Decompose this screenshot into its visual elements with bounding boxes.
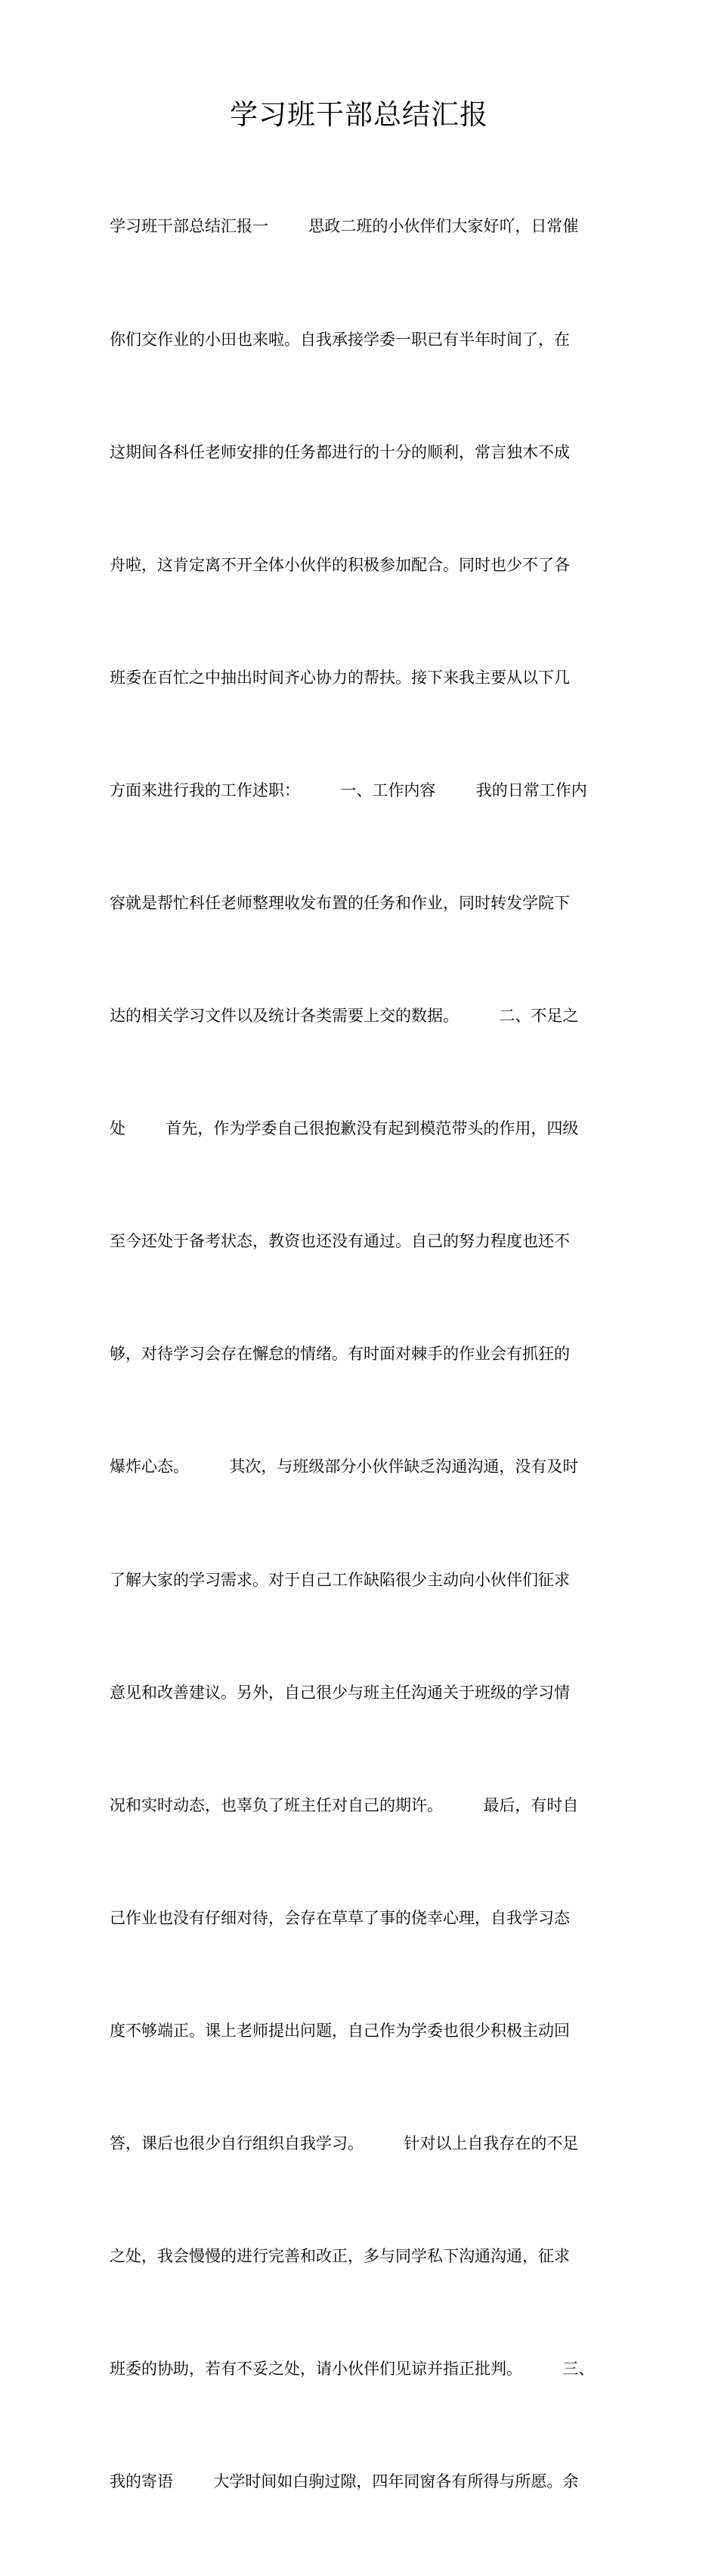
body-line: 至今还处于备考状态，教资也还没有通过。自己的努力程度也还不 [110, 1232, 570, 1251]
body-line: 容就是帮忙科任老师整理收发布置的任务和作业，同时转发学院下 [110, 893, 570, 912]
body-line: 学习班干部总结汇报一 思政二班的小伙伴们大家好吖，日常催 [110, 217, 579, 236]
body-line: 意见和改善建议。另外，自己很少与班主任沟通关于班级的学习情 [110, 1683, 570, 1702]
body-line: 之处，我会慢慢的进行完善和改正，多与同学私下沟通沟通，征求 [110, 2247, 570, 2266]
body-line: 爆炸心态。 其次，与班级部分小伙伴缺乏沟通沟通，没有及时 [110, 1457, 579, 1476]
body-line: 况和实时动态，也辜负了班主任对自己的期许。 最后，有时自 [110, 1795, 579, 1814]
body-line: 方面来进行我的工作述职： 一、工作内容 我的日常工作内 [110, 781, 587, 799]
body-line: 处 首先，作为学委自己很抱歉没有起到模范带头的作用，四级 [110, 1119, 579, 1138]
body-line: 我的寄语 大学时间如白驹过隙，四年同窗各有所得与所愿。余 [110, 2472, 579, 2491]
body-line: 达的相关学习文件以及统计各类需要上交的数据。 二、不足之 [110, 1007, 579, 1026]
body-line: 这期间各科任老师安排的任务都进行的十分的顺利，常言独木不成 [110, 442, 570, 461]
body-line: 班委在百忙之中抽出时间齐心协力的帮扶。接下来我主要从以下几 [110, 668, 570, 687]
body-line: 你们交作业的小田也来啦。自我承接学委一职已有半年时间了，在 [110, 330, 570, 349]
body-line: 答，课后也很少自行组织自我学习。 针对以上自我存在的不足 [110, 2134, 579, 2152]
body-line: 了解大家的学习需求。对于自己工作缺陷很少主动向小伙伴们征求 [110, 1570, 570, 1589]
body-line: 度不够端正。课上老师提出问题，自己作为学委也很少积极主动回 [110, 2021, 570, 2040]
body-line: 己作业也没有仔细对待，会存在草草了事的侥幸心理，自我学习态 [110, 1908, 570, 1927]
document-body [110, 133, 624, 2576]
body-line: 够，对待学习会存在懈怠的情绪。有时面对棘手的作业会有抓狂的 [110, 1345, 570, 1364]
body-line: 舟啦，这肯定离不开全体小伙伴的积极参加配合。同时也少不了各 [110, 555, 570, 574]
document-title: 学习班干部总结汇报 [230, 98, 488, 131]
body-line: 班委的协助，若有不妥之处，请小伙伴们见谅并指正批判。 三、 [110, 2360, 595, 2379]
